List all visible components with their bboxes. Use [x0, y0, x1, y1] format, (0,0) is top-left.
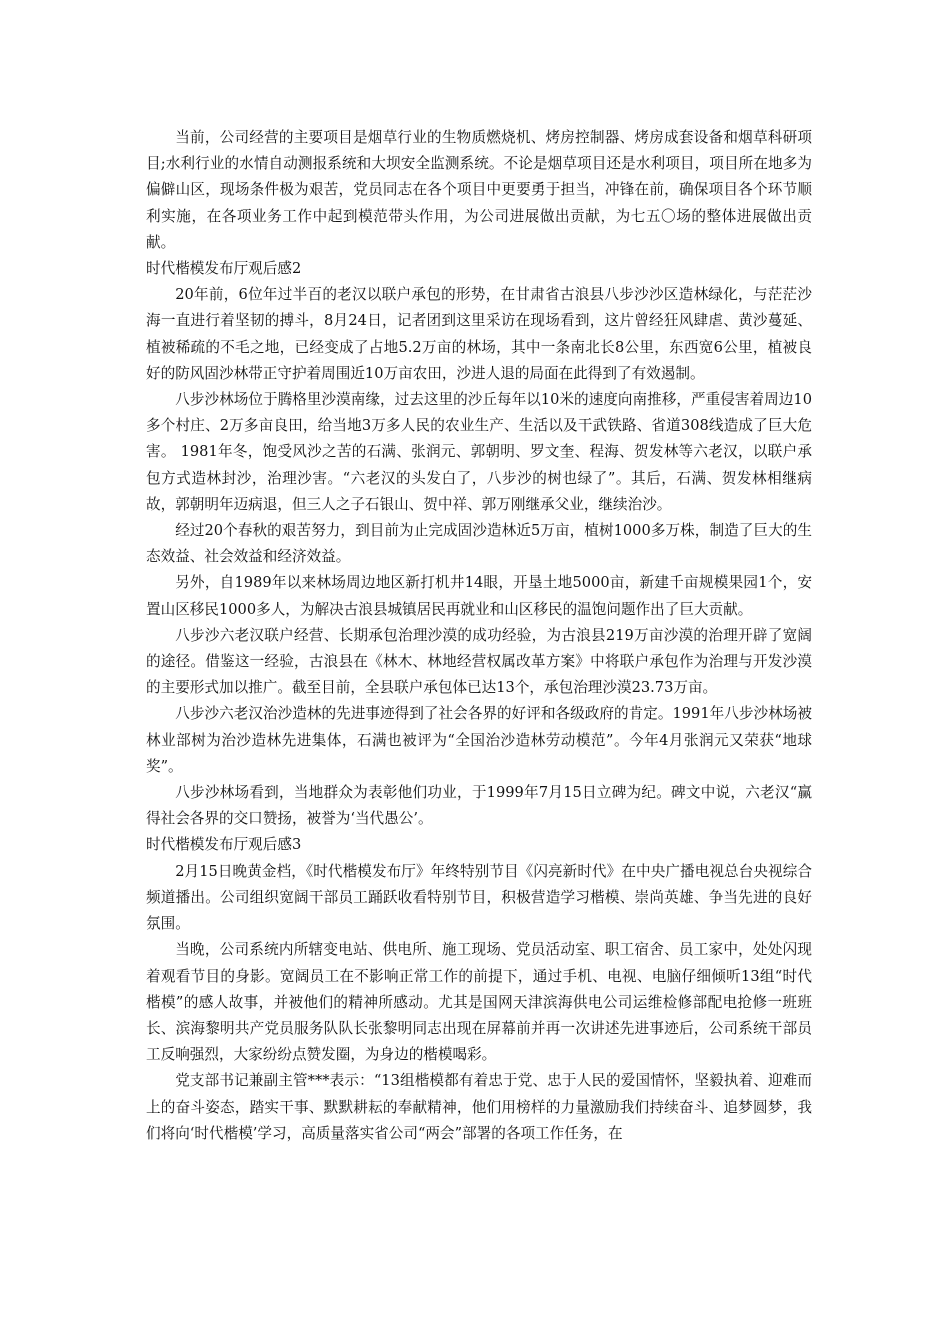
paragraph-twenty-years-ago: 20年前，6位年过半百的老汉以联户承包的形势，在甘肃省古浪县八步沙沙区造林绿化，与茫茫沙海一直进行着坚韧的搏斗，8月24日，记者团到这里采访在现场看到，这片曾经狂风肆虐、黄沙蔓延、植被稀疏的不毛之地，已经变成了占地5.2万亩的林场，其中一条南北长8公里，东西宽6公里，植被良好的防风固沙林带正守护着周围近10万亩农田，沙进人退的局面在此得到了有效遏制。	[146, 286, 812, 382]
document-page	[146, 125, 812, 1147]
paragraph-broadcast: 2月15日晚黄金档，《时代楷模发布厅》年终特别节目《闪亮新时代》在中央广播电视总台央视综合频道播出。公司组织宽阔干部员工踊跃收看特别节目，积极营造学习楷模、崇尚英雄、争当先进的良好氛围。	[146, 862, 812, 933]
paragraph-recognition: 八步沙六老汉治沙造林的先进事迹得到了社会各界的好评和各级政府的肯定。1991年八步沙林场被林业部树为治沙造林先进集体，石满也被评为“全国治沙造林劳动模范”。今年4月张润元又荣获“地球奖”。	[146, 705, 812, 775]
paragraph-monument: 八步沙林场看到，当地群众为表彰他们功业，于1999年7月15日立碑为纪。碑文中说，六老汉“赢得社会各界的交口赞扬，被誉为‘当代愚公’。	[146, 784, 812, 828]
paragraph-party-secretary-quote: 党支部书记兼副主管***表示：“13组楷模都有着忠于党、忠于人民的爱国情怀，坚毅执着、迎难而上的奋斗姿态，踏实干事、默默耕耘的奉献精神，他们用榜样的力量激励我们持续奋斗、追梦圆梦，我们将向‘时代楷模’学习，高质量落实省公司“两会”部署的各项工作任务，在	[146, 1072, 812, 1142]
section-heading-2: 时代楷模发布厅观后感2	[146, 260, 302, 278]
paragraph-success-experience: 八步沙六老汉联户经营、长期承包治理沙漠的成功经验，为古浪县219万亩沙漠的治理开辟了宽阔的途径。借鉴这一经验，古浪县在《林木、林地经营权属改革方案》中将联户承包作为治理与开发沙漠的主要形式加以推广。截至目前，全县联户承包体已达13个，承包治理沙漠23.73万亩。	[146, 626, 812, 697]
paragraph-project-overview: 当前，公司经营的主要项目是烟草行业的生物质燃烧机、烤房控制器、烤房成套设备和烟草科研项目;水利行业的水情自动测报系统和大坝安全监测系统。不论是烟草项目还是水利项目，项目所在地多为偏僻山区，现场条件极为艰苦，党员同志在各个项目中更要勇于担当，冲锋在前，确保项目各个环节顺利实施，在各项业务工作中起到模范带头作用，为公司进展做出贡献，为七五〇场的整体进展做出贡献。	[146, 129, 812, 251]
paragraph-babusha-location: 八步沙林场位于腾格里沙漠南缘，过去这里的沙丘每年以10米的速度向南推移，严重侵害着周边10多个村庄、2万多亩良田，给当地3万多人民的农业生产、生活以及干武铁路、省道308线造成了巨大危害。 1981年冬，饱受风沙之苦的石满、张润元、郭朝明、罗文奎、程海、贺发林等六老汉，以联户承包方式造林封沙，治理沙害。“六老汉的头发白了，八步沙的树也绿了”。其后，石满、贺发林相继病故，郭朝明年迈病退，但三人之子石银山、贺中祥、郭万刚继承父业，继续治沙。	[146, 391, 812, 513]
paragraph-twenty-springs: 经过20个春秋的艰苦努力，到目前为止完成固沙造林近5万亩，植树1000多万株，制造了巨大的生态效益、社会效益和经济效益。	[146, 522, 812, 566]
paragraph-that-evening: 当晚，公司系统内所辖变电站、供电所、施工现场、党员活动室、职工宿舍、员工家中，处处闪现着观看节目的身影。宽阔员工在不影响正常工作的前提下，通过手机、电视、电脑仔细倾听13组“时代楷模”的感人故事，并被他们的精神所感动。尤其是国网天津滨海供电公司运维检修部配电抢修一班班长、滨海黎明共产党员服务队队长张黎明同志出现在屏幕前并再一次讲述先进事迹后，公司系统干部员工反响强烈，大家纷纷点赞发圈，为身边的楷模喝彩。	[146, 941, 812, 1064]
paragraph-since-1989: 另外，自1989年以来林场周边地区新打机井14眼，开垦土地5000亩，新建千亩规模果园1个，安置山区移民1000多人，为解决古浪县城镇居民再就业和山区移民的温饱问题作出了巨大贡献。	[146, 574, 812, 618]
section-heading-3: 时代楷模发布厅观后感3	[146, 836, 302, 854]
